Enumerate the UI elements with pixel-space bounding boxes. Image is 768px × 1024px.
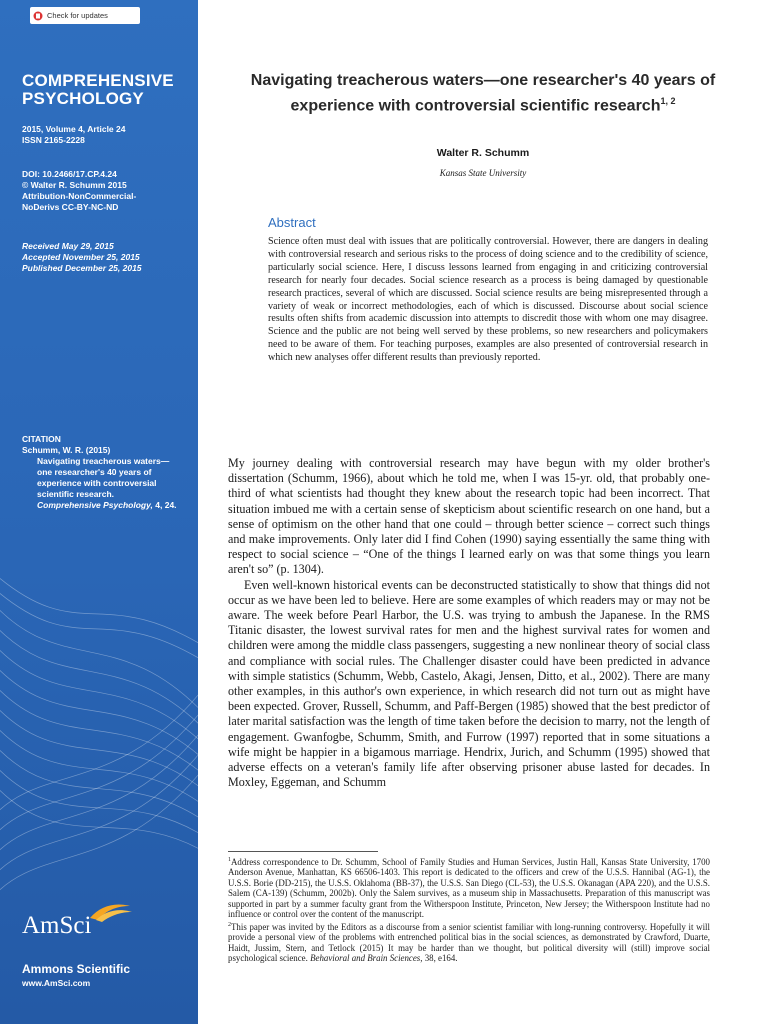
license-line1: Attribution-NonCommercial- [22,191,137,201]
journal-issue [22,124,125,146]
body-paragraph-1: My journey dealing with controversial research may have begun with my older brother's dissertation (Schumm, 1966), about which he told me, when I was 15-yr. old, that probably one-third of what scientists had thought they knew about the research topic had been incorrect. That situation imbued me with a certain sense of skepticism about scientific research on one hand, but a sense of optimism on the other hand that one could – through better science – correct such things and make improvements. Only later did I find Cohen (1990) saying essentially the same thing with respect to social science – “One of the things I learned early on was that some things you learn aren't so” (p. 1304). [228,456,710,577]
citation-authors: Schumm, W. R. (2015) [22,445,111,455]
citation-volume: 4, 24. [155,500,177,510]
paper-title [218,70,748,116]
citation-title: Navigating treacherous waters—one researcher's 40 years of experience with controversial scientific research. [37,456,170,499]
footnote-1-text: Address correspondence to Dr. Schumm, School of Family Studies and Human Services, Justin Hall, Kansas State University, 1700 Anderson Avenue, Manhattan, KS 66506-1403. This report is dedicated to the officers and crew of the U.S.S. Hannibal (AG-1), the U.S.S. Borie (DD-215), the U.S.S. Oklahoma (BB-37), the U.S.S. San Diego (CL-53), the U.S.S. Okanagan (APA 220), and the U.S.S. Salem (CA-139) (Schumm, 2002b). Only the Salem survives, as a museum ship in Massachusetts. Preparation of this manuscript was supported in part by a summer faculty grant from the Witherspoon Institute, Princeton, New Jersey; the Witherspoon Institute had no influence or control over the content of the manuscript. [228,856,710,920]
journal-title-line2: PSYCHOLOGY [22,89,144,108]
author-affiliation: Kansas State University [439,168,527,178]
footnote-2-tail: 38, e164. [424,953,458,964]
published-date: Published December 25, 2015 [22,263,142,273]
footnote-1 [228,855,710,920]
body-paragraph-2: Even well-known historical events can be deconstructed statistically to show that things did not occur as we have been led to believe. Here are some examples of which readers may or may not be aware. The week before Pearl Harbor, the U.S. was trying to ambush the Japanese. In the RMS Titanic disaster, the lowest survival rates for men and the highest survival rates for women and children were among the middle class passengers, suggesting a new nonlinear theory of social class and compliance with social rules. The Challenger disaster could have been predicted in advance with simple statistics (Schumm, Webb, Castelo, Akagi, Jensen, Ditto, et al., 2002). There are many other examples, in this author's own experience, in which research did not turn out as might have been expected. Grover, Russell, Schumm, and Paff-Bergen (1985) showed that the best predictor of later marital satisfaction was the length of time taken before the decision to marry, not the length of engagement. Gwanfogbe, Schumm, Smith, and Furrow (1997) reported that in some situations a wife might be happier in a bigamous marriage. Hendrix, Jurich, and Schumm (1995) showed that adverse effects on a veteran's family life after observing prisoner abuse lasted for decades. In Moxley, Eggeman, and Schumm [228,577,710,790]
decorative-wave-pattern [0,560,198,920]
journal-title [22,72,174,108]
publication-dates [22,241,142,274]
doi-license-block [22,169,136,213]
copyright: © Walter R. Schumm 2015 [22,180,127,190]
amsci-logo-text: AmSci [22,912,92,939]
body-text [228,456,710,790]
received-date: Received May 29, 2015 [22,241,114,251]
citation-journal: Comprehensive Psychology, [37,500,153,510]
crossmark-icon [33,11,43,21]
abstract-text: Science often must deal with issues that are politically controversial. However, there are dangers in dealing with controversial research and serious risks to the process of doing science and to the credibility of science, particularly social science. Here, I discuss lessons learned from engaging in and criticizing controversial research for nearly four decades. Social science research as a process is being damaged by questionable research practices, several of which are discussed. Social science results are being misrepresented through a variety of weak or incorrect methodologies, each of which is discussed. Discourse about social science results often shifts from academic discussion into attempts to discredit those with whom one may disagree. Science and the public are not being well served by these problems, so new researchers and policymakers need to be aware of them. For teaching purposes, examples are also presented of controversial research in which new analyses offer different results than previously reported. [268,236,708,364]
citation-block [22,434,177,511]
publisher-name: Ammons Scientific [22,962,131,976]
footnote-divider [228,851,378,852]
journal-sidebar [0,0,198,1024]
footnote-2-marker: 2 [228,921,231,928]
accepted-date: Accepted November 25, 2015 [22,252,140,262]
footnote-2 [228,920,710,964]
citation-reference [22,456,177,511]
paper-title-line1: Navigating treacherous waters—one researcher's 40 years of [250,72,716,89]
doi[interactable]: DOI: 10.2466/17.CP.4.24 [22,169,117,179]
check-for-updates-label: Check for updates [47,11,108,20]
footnote-2-journal: Behavioral and Brain Sciences, [310,953,423,964]
paper-title-line2-wrap [218,91,748,116]
issue-info: 2015, Volume 4, Article 24 [22,124,126,134]
abstract-heading: Abstract [268,215,316,230]
publisher-url[interactable]: www.AmSci.com [22,978,91,988]
article-main [198,0,768,1024]
issn: ISSN 2165-2228 [22,135,85,145]
footnote-2-text: This paper was invited by the Editors as a discourse from a senior scientist familiar with long-running controversy. Hopefully it will provide a personal view of the problems with entrenched political bias in the social sciences, as demonstrated by Crawford, Duarte, Haidt, Jussim, Stern, and Tetlock (2015) It may be harder than we thought, but political diversity will (still) improve social psychological science. [228,921,710,964]
check-for-updates-button[interactable] [30,7,140,24]
journal-title-line1: COMPREHENSIVE [22,71,174,90]
paper-title-line2: experience with controversial scientific research [290,97,661,115]
author-name: Walter R. Schumm [436,147,530,159]
footnotes [228,855,710,964]
license-line2: NoDerivs CC-BY-NC-ND [22,202,119,212]
title-footnote-marker[interactable]: 1, 2 [660,96,676,106]
footnote-1-marker: 1 [228,857,231,863]
citation-heading: CITATION [22,434,61,444]
